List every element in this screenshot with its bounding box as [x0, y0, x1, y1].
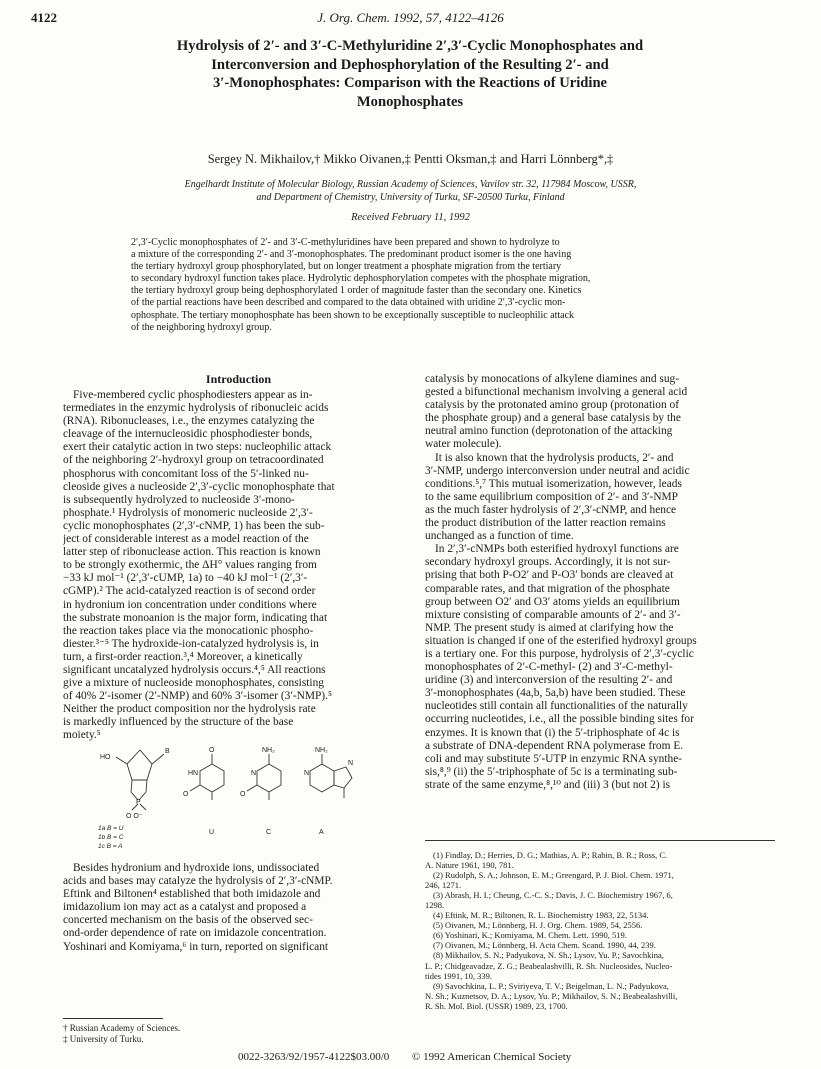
figure-legend-line: 1b B = C — [98, 834, 124, 841]
title-line: Hydrolysis of 2′- and 3′-C-Methyluridine 2′,3′-Cyclic Monophosphates and — [176, 38, 644, 54]
affiliation-line: Engelhardt Institute of Molecular Biology, Russian Academy of Sciences, Vavilov str. 32, 117984 Moscow, USSR, — [184, 179, 637, 190]
paragraph-line: cleoside gives a nucleoside 2′,3′-cyclic monophosphate that — [63, 480, 335, 493]
abstract-line: the tertiary hydroxyl group being dephosphorylated 1 order of magnitude faster than the secondary one. Kinetics — [131, 285, 582, 297]
title-line: Monophosphates — [356, 93, 464, 110]
paragraph-line: NMP. The present study is aimed at clarifying how the — [425, 621, 674, 634]
cytosine-ring — [257, 764, 281, 792]
figure-label-b: B — [165, 748, 170, 755]
footnote-line: † Russian Academy of Sciences. — [63, 1023, 181, 1033]
paragraph-line: gested a bifunctional mechanism involving a general acid — [425, 386, 688, 399]
reference-line: 246, 1271. — [425, 880, 462, 891]
paragraph-line: to be strongly exothermic, the ΔH° values ranging from — [63, 559, 317, 572]
figure-label-cytosine-o: O — [240, 791, 246, 798]
paragraph-line: catalysis by monocations of alkylene diamines and sug- — [425, 373, 680, 385]
reference-line: (4) Eftink, M. R.; Biltonen, R. L. Biochemistry 1983, 22, 5134. — [433, 910, 649, 921]
footnote-divider — [63, 1018, 163, 1019]
imidazole-ring — [334, 767, 352, 788]
footnote-line: ‡ University of Turku. — [63, 1033, 144, 1044]
reference-line: (8) Mikhailov, S. N.; Padyukova, N. Sh.; Lysov, Yu. P.; Savochkina, — [433, 950, 664, 961]
reference-line: L. P.; Chidgeavadze, Z. G.; Beabealashvilli, R. Sh. Nucleosides, Nucleo- — [425, 960, 673, 971]
reference-line: 1298. — [425, 900, 445, 911]
paragraph-line: is a tertiary one. For this purpose, hydrolysis of 2′,3′-cyclic — [425, 647, 694, 660]
paragraph-line: latter step of ribonuclease action. This reaction is known — [63, 546, 321, 559]
paragraph-line: phosphorus with concomitant loss of the 5′-linked nu- — [63, 467, 309, 480]
figure-label-cytosine-n: N — [251, 770, 257, 777]
reference-line: (5) Oivanen, M.; Lönnberg, H. J. Org. Chem. 1989, 54, 2556. — [433, 920, 643, 931]
paragraph-line: mixture consisting of comparable amounts of 2′- and 3′- — [425, 608, 681, 621]
paragraph-line: conditions.⁵,⁷ This mutual isomerization, however, leads — [425, 477, 682, 490]
paragraph-line: monophosphates of 2′-C-methyl- (2) and 3′-C-methyl- — [425, 661, 673, 674]
abstract-line: a mixture of the corresponding 2′- and 3′-monophosphates. The predominant product isomer is the one having — [131, 249, 572, 261]
paragraph-line: as the much faster hydrolysis of 2′,3′-cNMP, and hence — [425, 503, 677, 516]
adenine-ring — [310, 764, 334, 792]
paragraph-line: ond-order dependence of rate on imidazole concentration. — [63, 927, 327, 940]
paragraph-line: water molecule). — [425, 438, 502, 451]
paragraph-line: imidazolium ion may act as a catalyst and proposed a — [63, 901, 307, 914]
figure-label-adenine-n7: N — [348, 760, 354, 767]
received-date: Received February 11, 1992 — [351, 212, 470, 223]
paragraph-line: Besides hydronium and hydroxide ions, undissociated — [73, 862, 320, 874]
paragraph-line: turn, a first-order reaction.³,⁴ Moreover, a kinetically — [63, 650, 303, 663]
reference-line: tides 1991, 10, 339. — [425, 970, 493, 981]
reference-list — [425, 850, 775, 1011]
paragraph-line: enzymes. It is known that (i) the 5′-triphosphate of 4c is — [425, 726, 680, 739]
paragraph-line: diester.³⁻⁵ The hydroxide-ion-catalyzed hydrolysis is, in — [63, 637, 319, 650]
figure-label-uracil-o: O — [209, 747, 215, 754]
section-heading-introduction: Introduction — [205, 372, 272, 386]
reference-line: R. Sh. Mol. Biol. (USSR) 1989, 23, 1700. — [425, 1000, 568, 1011]
figure-label-a: A — [319, 829, 324, 836]
figure-label-adenine-n: N — [304, 770, 310, 777]
paragraph-line: −33 kJ mol⁻¹ (2′,3′-cUMP, 1a) to −40 kJ mol⁻¹ (2′,3′- — [63, 572, 308, 585]
reference-line: (1) Findlay, D.; Herries, D. G.; Mathias, A. P.; Rabin, B. R.; Ross, C. — [433, 850, 668, 860]
paragraph-line: is markedly influenced by the structure of the base — [63, 716, 294, 729]
reference-line: (9) Savochkina, L. P.; Sviriyeva, T. V.; Beigelman, L. N.; Padyukova, — [433, 980, 669, 991]
affiliation-line: and Department of Chemistry, University of Turku, SF-20500 Turku, Finland — [256, 191, 565, 203]
left-column-bottom — [63, 862, 414, 954]
author-list: Sergey N. Mikhailov,† Mikko Oivanen,‡ Pentti Oksman,‡ and Harri Lönnberg*,‡ — [207, 152, 614, 166]
paragraph-line: moiety.⁵ — [63, 729, 101, 742]
paragraph-line: comparable rates, and that migration of the phosphate — [425, 582, 670, 595]
issn-code: 0022-3263/92/1957-4122$03.00/0 — [238, 1051, 390, 1063]
paragraph-line: situation is changed if one of the esterified hydroxyl groups — [425, 634, 697, 647]
ribose-ring — [127, 750, 152, 780]
uracil-ring — [200, 764, 224, 792]
paragraph-line: give a mixture of nucleoside monophosphates, consisting — [63, 677, 324, 690]
paragraph-line: cyclic monophosphates (2′,3′-cNMP, 1) has been the sub- — [63, 519, 325, 532]
figure-label-u: U — [209, 829, 215, 836]
paragraph-line: of the neighboring 2′-hydroxyl group on tetracoordinated — [63, 454, 324, 467]
reference-line: (6) Yoshinari, K.; Komiyama, M. Chem. Lett. 1990, 519. — [433, 930, 627, 941]
paragraph-line: the reaction takes place via the monocationic phospho- — [63, 624, 314, 637]
copyright-notice: © 1992 American Chemical Society — [412, 1051, 572, 1063]
abstract — [131, 237, 691, 334]
paragraph-line: ject of considerable interest as a model reaction of the — [63, 533, 309, 546]
reference-line: (2) Rudolph, S. A.; Johnson, E. M.; Greengard, P. J. Biol. Chem. 1971, — [433, 870, 674, 881]
figure-label-c: C — [266, 829, 272, 836]
paragraph-line: neutral amino function (deprotonation of the attacking — [425, 425, 673, 438]
paragraph-line: of 40% 2′-isomer (2′-NMP) and 60% 3′-isomer (3′-NMP).⁵ — [63, 690, 332, 703]
title-line: Interconversion and Dephosphorylation of the Resulting 2′- and — [211, 56, 609, 73]
paragraph-line: uridine (3) and interconversion of the resulting 2′- and — [425, 674, 673, 687]
figure-label-uracil-hn: HN — [188, 770, 199, 777]
paragraph-line: In 2′,3′-cNMPs both esterified hydroxyl functions are — [435, 543, 679, 556]
paragraph-line: significant uncatalyzed hydrolysis occurs.⁴,⁵ All reactions — [63, 663, 326, 676]
paragraph-line: termediates in the enzymic hydrolysis of ribonucleic acids — [63, 402, 329, 415]
paragraph-line: coli and may substitute 5′-UTP in enzymic RNA synthe- — [425, 752, 683, 765]
abstract-line: of the partial reactions have been described and compared to the data obtained with uridine 2′,3′-cyclic mon- — [131, 297, 566, 309]
paragraph-line: a substrate of DNA-dependent RNA polymerase from E. — [425, 739, 684, 752]
figure-label-uracil-o2: O — [183, 791, 189, 798]
figure-label-ho: HO — [100, 754, 111, 761]
paragraph-line: It is also known that the hydrolysis products, 2′- and — [435, 451, 674, 464]
paragraph-line: prising that both P-O2′ and P-O3′ bonds are cleaved at — [425, 569, 674, 582]
abstract-line: the tertiary hydroxyl group phosphorylated, but on longer treatment a phosphate migration from the tertiary — [131, 261, 562, 273]
paragraph-line: unchanged as a function of time. — [425, 530, 574, 543]
paragraph-line: the product distribution of the latter reaction remains — [425, 517, 666, 530]
paragraph-line: Eftink and Biltonen⁴ established that both imidazole and — [63, 888, 321, 901]
paragraph-line: nucleotides still contain all functionalities of the naturally — [425, 700, 688, 713]
footnotes — [63, 1023, 414, 1044]
figure-label-cytosine-nh2: NH₂ — [262, 747, 275, 754]
structure-drawing — [92, 744, 392, 856]
paragraph-line: the phosphate group) and a general base catalysis by the — [425, 412, 681, 425]
paragraph-line: 3′-NMP, undergo interconversion under neutral and acidic — [425, 464, 690, 477]
paragraph-line: catalysis by the protonated amino group (protonation of — [425, 399, 680, 412]
page-number: 4122 — [31, 10, 57, 25]
paragraph-line: is subsequently hydrolyzed to nucleoside 3′-mono- — [63, 493, 295, 506]
affiliations — [110, 179, 711, 204]
paragraph-line: strate of the same enzyme,⁸,¹⁰ and (iii) 3 (but not 2) is — [425, 778, 671, 791]
paragraph-line: phosphate.¹ Hydrolysis of monomeric nucleoside 2′,3′- — [63, 506, 313, 519]
paragraph-line: to the same equilibrium composition of 2′- and 3′-NMP — [425, 490, 679, 503]
left-column-top — [63, 389, 414, 743]
structure-figure — [92, 744, 392, 856]
title-line: 3′-Monophosphates: Comparison with the Reactions of Uridine — [212, 75, 608, 92]
abstract-line: of the neighboring hydroxyl group. — [131, 321, 272, 333]
figure-label-adenine-nh2: NH₂ — [315, 747, 328, 754]
paragraph-line: acids and bases may catalyze the hydrolysis of 2′,3′-cNMP. — [63, 875, 333, 888]
paragraph-line: concerted mechanism on the basis of the observed sec- — [63, 914, 313, 927]
article-title — [90, 37, 730, 111]
abstract-line: 2′,3′-Cyclic monophosphates of 2′- and 3′-C-methyluridines have been prepared and shown to hydrolyze to — [131, 237, 560, 248]
running-head: J. Org. Chem. 1992, 57, 4122–4126 — [317, 10, 504, 25]
figure-label-p: P — [136, 799, 141, 806]
reference-line: A. Nature 1961, 190, 781. — [425, 860, 514, 871]
paragraph-line: Five-membered cyclic phosphodiesters appear as in- — [73, 389, 313, 401]
paragraph-line: cleavage of the internucleosidic phosphodiester bonds, — [63, 428, 313, 441]
right-column — [425, 373, 775, 792]
paragraph-line: exert their catalytic action in two steps: nucleophilic attack — [63, 441, 332, 454]
reference-line: N. Sh.; Kuznetsov, D. A.; Lysov, Yu. P.; Mikhailov, S. N.; Beabealashvilli, — [425, 990, 678, 1001]
figure-legend-line: 1c B = A — [98, 843, 123, 850]
figure-label-phosphate: O O⁻ — [126, 813, 143, 820]
abstract-line: ophosphate. The tertiary monophosphate has been shown to be exceptionally susceptible to nucleophilic attack — [131, 309, 575, 321]
reference-line: (3) Abrash, H. I.; Cheung, C.-C. S.; Davis, J. C. Biochemistry 1967, 6, — [433, 890, 673, 901]
paragraph-line: (RNA). Ribonucleases, i.e., the enzymes catalyzing the — [63, 415, 315, 428]
paragraph-line: group between O2′ and O3′ atoms yields an equilibrium — [425, 595, 680, 608]
abstract-line: to secondary hydroxyl function takes place. Hydrolytic dephosphorylation competes with the phosphate migration, — [131, 273, 591, 285]
paragraph-line: Yoshinari and Komiyama,⁶ in turn, reported on significant — [63, 940, 329, 953]
paragraph-line: in hydronium ion concentration under conditions where — [63, 598, 317, 611]
paragraph-line: cGMP).² The acid-catalyzed reaction is of second order — [63, 585, 316, 598]
paragraph-line: secondary hydroxyl groups. Accordingly, it is not sur- — [425, 556, 671, 569]
paragraph-line: occurring nucleotides, i.e., all the possible binding sites for — [425, 713, 694, 726]
reference-line: (7) Oivanen, M.; Lönnberg, H. Acta Chem. Scand. 1990, 44, 239. — [433, 940, 656, 951]
paragraph-line: the substrate monoanion is the major form, indicating that — [63, 611, 328, 624]
paragraph-line: Neither the product composition nor the hydrolysis rate — [63, 703, 316, 716]
paragraph-line: 3′-monophosphates (4a,b, 5a,b) have been studied. These — [425, 687, 686, 700]
figure-legend-line: 1a B = U — [98, 825, 124, 832]
paragraph-line: sis,⁸,⁹ (ii) the 5′-triphosphate of 5c is a terminating sub- — [425, 765, 678, 778]
references-divider — [425, 840, 775, 841]
